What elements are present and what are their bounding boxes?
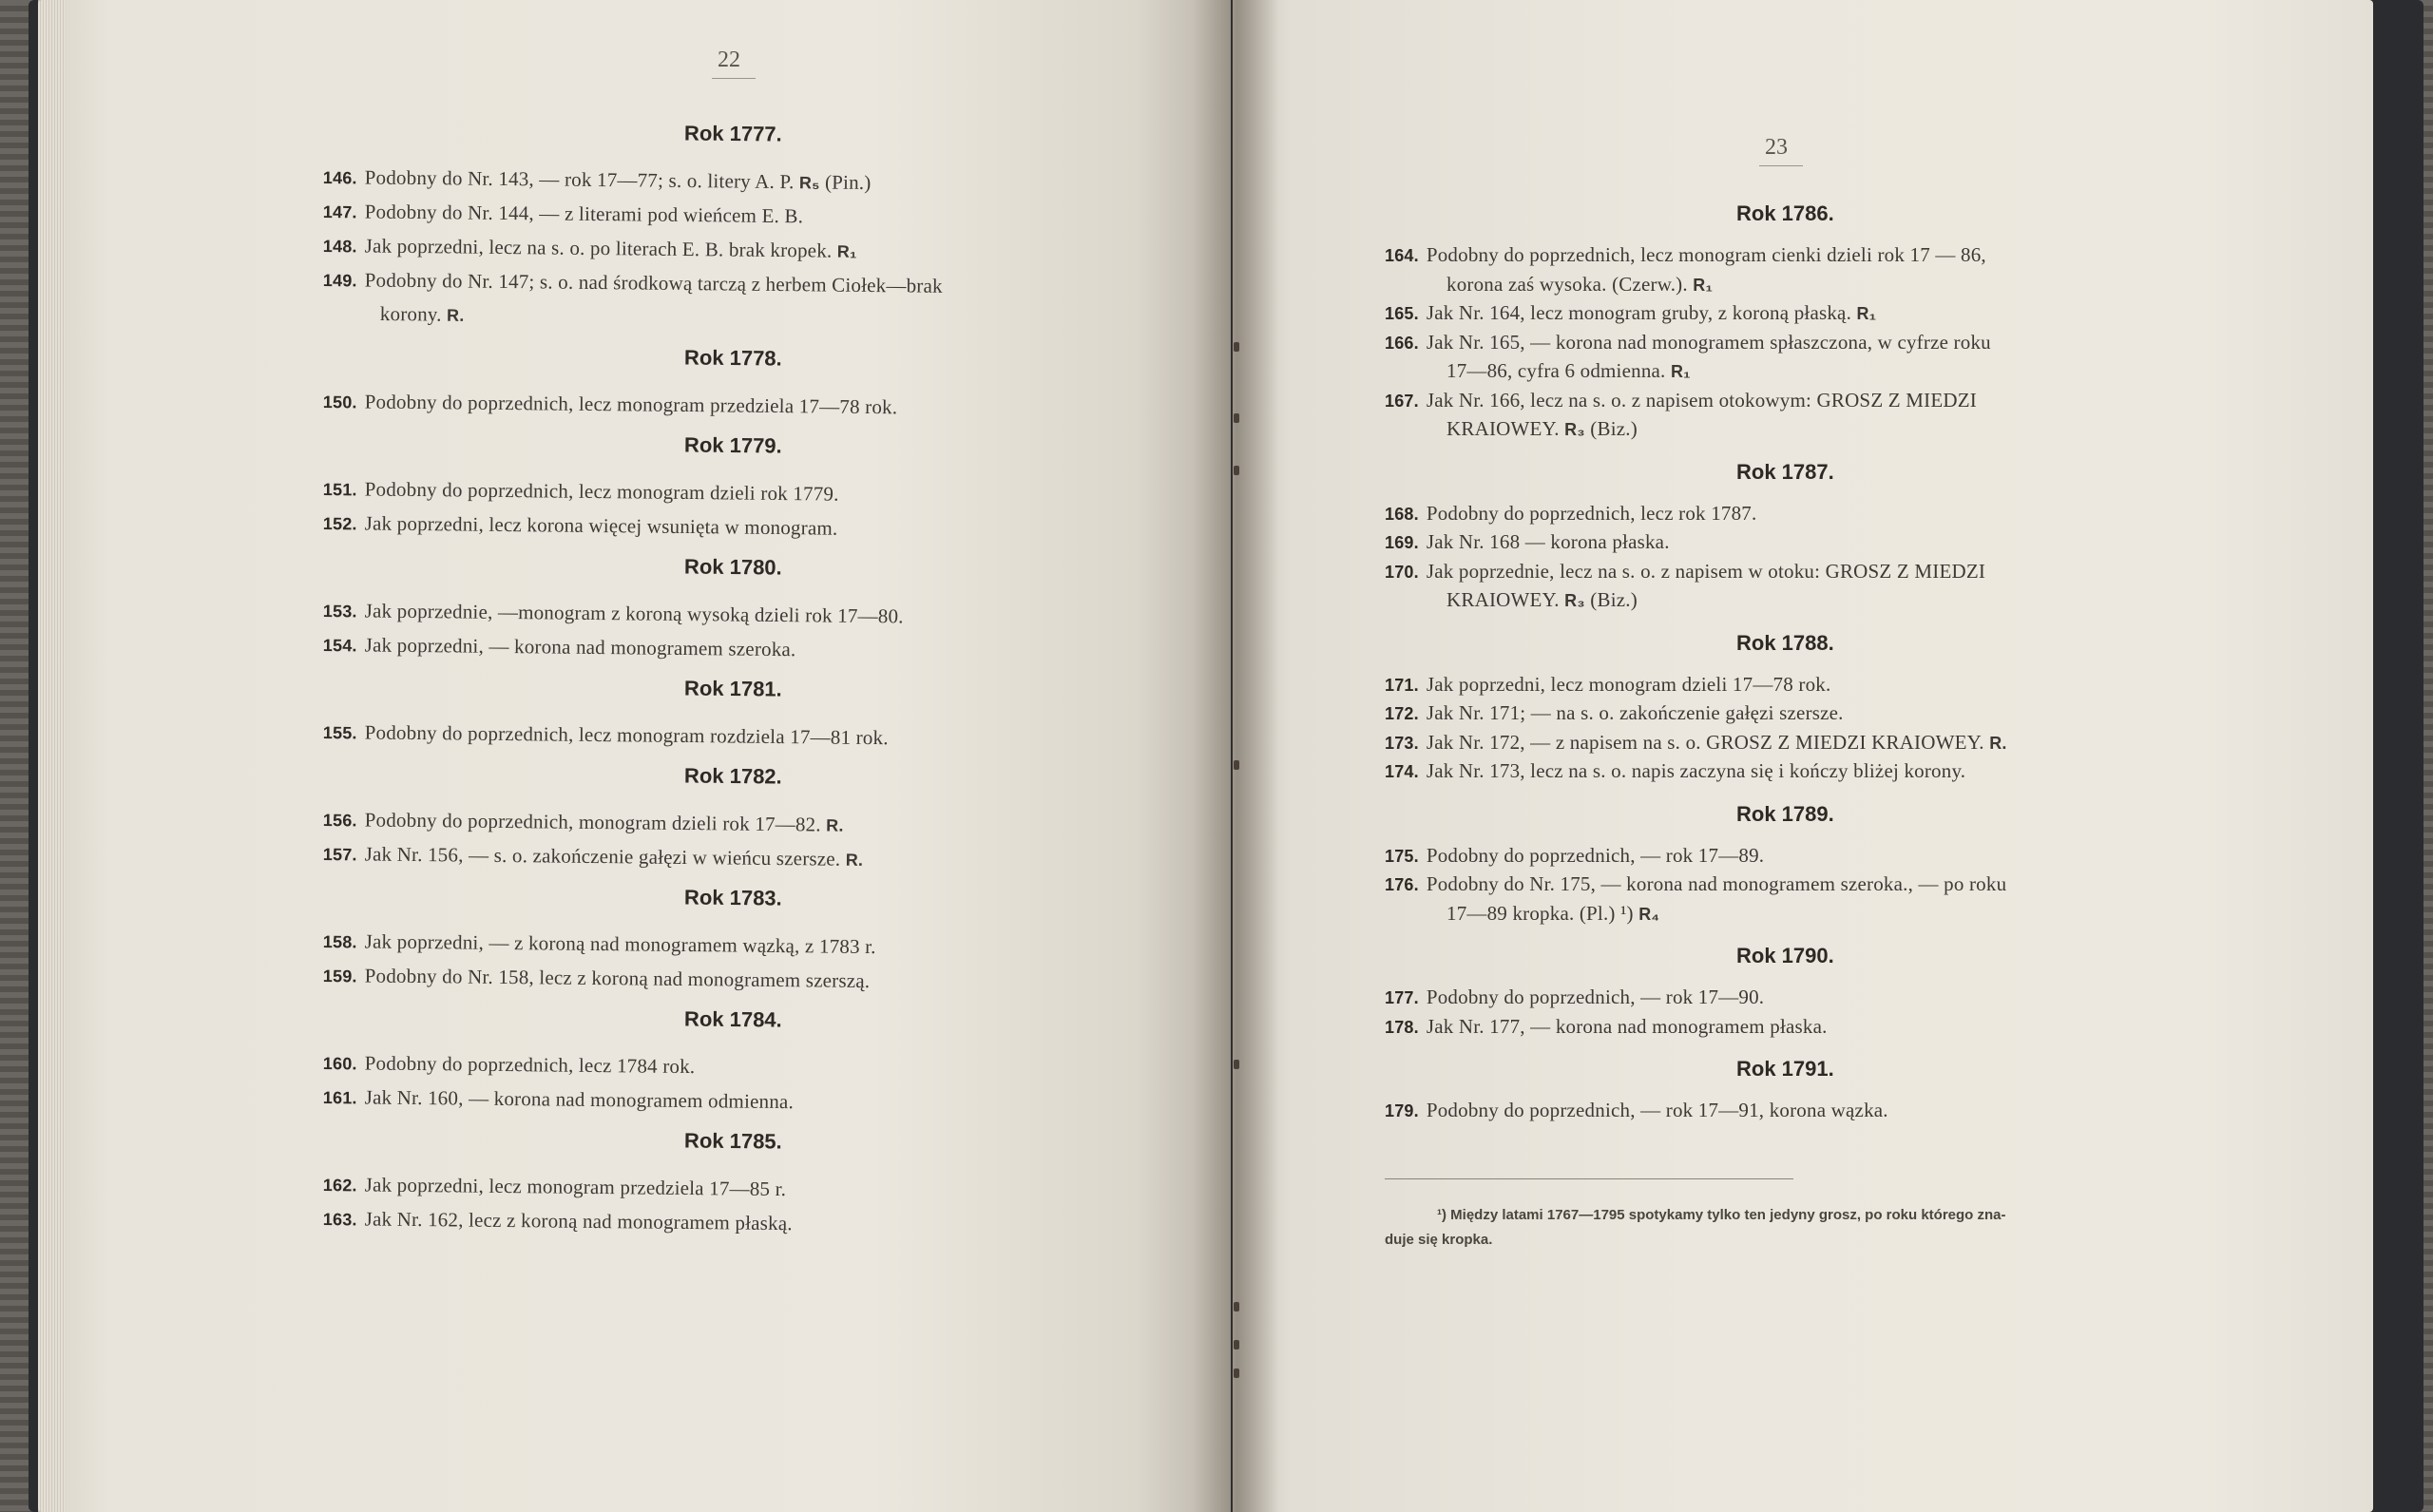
catalog-entry xyxy=(1385,844,1764,868)
entry-text: Jak Nr. 166, lecz na s. o. z napisem otokowym: GROSZ Z MIEDZI xyxy=(1426,388,1977,411)
rarity-mark: R. xyxy=(845,850,864,870)
catalog-entry xyxy=(1385,759,1965,783)
catalog-entry xyxy=(1385,530,1670,554)
binding-stitch xyxy=(1234,466,1239,475)
year-heading: Rok 1788. xyxy=(1736,630,1834,655)
year-heading: Rok 1790. xyxy=(1736,944,1834,967)
page-number-rule xyxy=(1759,165,1803,166)
binding-stitch xyxy=(1234,1340,1239,1349)
catalog-entry xyxy=(1446,902,1659,926)
entry-number: 175. xyxy=(1385,846,1419,866)
entry-number: 154. xyxy=(322,635,357,656)
book-gutter xyxy=(1193,0,1278,1512)
entry-number: 170. xyxy=(1385,562,1419,582)
entry-text: Podobny do poprzednich, — rok 17—91, korona wązka. xyxy=(1426,1099,1888,1121)
entry-text: 17—89 kropka. (Pl.) ¹) xyxy=(1446,901,1634,925)
catalog-entry xyxy=(323,268,943,298)
entry-number: 163. xyxy=(322,1209,357,1230)
entry-number: 169. xyxy=(1385,533,1419,552)
catalog-entry xyxy=(323,720,889,750)
binding-stitch xyxy=(1234,1060,1239,1069)
catalog-entry xyxy=(323,1085,794,1114)
catalog-entry xyxy=(1385,673,1830,697)
binding-stitch xyxy=(1234,1368,1239,1378)
entry-number: 159. xyxy=(322,966,357,986)
catalog-entry xyxy=(1385,731,2007,755)
entry-number: 171. xyxy=(1385,675,1419,695)
entry-text: Jak Nr. 172, — z napisem na s. o. GROSZ Z MIEDZI KRAIOWEY. xyxy=(1426,730,1984,754)
entry-text: Jak poprzedni, — korona nad monogramem szeroka. xyxy=(364,633,796,661)
entry-number: 148. xyxy=(322,236,357,257)
entry-text: Podobny do poprzednich, lecz monogram cienki dzieli rok 17 — 86, xyxy=(1426,243,1986,266)
rarity-mark: R. xyxy=(1989,733,2007,753)
catalog-entry xyxy=(380,302,465,327)
footnote-line: duje się kropka. xyxy=(1385,1232,1493,1248)
entry-text: Podobny do Nr. 158, lecz z koroną nad monogramem szerszą. xyxy=(364,964,871,993)
year-heading: Rok 1784. xyxy=(683,1006,782,1032)
entry-note: (Biz.) xyxy=(1590,417,1638,440)
entry-number: 156. xyxy=(322,810,357,831)
entry-text: Jak Nr. 165, — korona nad monogramem spłaszczona, w cyfrze roku xyxy=(1426,330,1991,354)
page-edges xyxy=(38,0,65,1512)
catalog-entry xyxy=(323,1173,787,1201)
year-heading: Rok 1782. xyxy=(683,763,782,789)
catalog-entry xyxy=(1446,273,1713,297)
catalog-entry xyxy=(1385,331,1991,354)
entry-number: 166. xyxy=(1385,333,1419,353)
right-page xyxy=(1233,0,2373,1512)
catalog-entry xyxy=(1385,872,2006,896)
entry-text: Podobny do poprzednich, — rok 17—90. xyxy=(1426,986,1765,1008)
entry-number: 165. xyxy=(1385,304,1419,323)
page-number-rule xyxy=(712,78,756,79)
entry-text: Podobny do Nr. 147; s. o. nad środkową tarczą z herbem Ciołek—brak xyxy=(364,268,943,297)
catalog-entry xyxy=(1446,417,1638,441)
catalog-entry xyxy=(1385,502,1756,526)
footnote-line: ¹) Między latami 1767—1795 spotykamy tylko ten jedyny grosz, po roku którego zna- xyxy=(1437,1207,2006,1223)
binding-stitch xyxy=(1234,760,1239,770)
catalog-entry xyxy=(323,511,838,541)
entry-number: 152. xyxy=(322,513,357,534)
entry-note: (Pin.) xyxy=(824,170,872,195)
rarity-mark: R. xyxy=(446,305,465,325)
year-heading: Rok 1785. xyxy=(683,1128,782,1154)
binding-stitch xyxy=(1234,1302,1239,1311)
catalog-entry xyxy=(1385,701,1844,725)
rarity-mark: R₁ xyxy=(1670,362,1691,381)
catalog-entry xyxy=(323,1051,696,1079)
entry-text: Jak Nr. 156, — s. o. zakończenie gałęzi w wieńcu szersze. xyxy=(364,842,841,871)
entry-number: 146. xyxy=(322,167,357,188)
entry-text: Jak poprzednie, —monogram z koroną wysoką dzieli rok 17—80. xyxy=(364,599,904,628)
catalog-entry xyxy=(1385,986,1764,1009)
entry-text: Jak Nr. 164, lecz monogram gruby, z koroną płaską. xyxy=(1426,301,1852,324)
entry-text: korona zaś wysoka. (Czerw.). xyxy=(1446,272,1688,296)
rarity-mark: R₁ xyxy=(1693,275,1714,295)
year-heading: Rok 1777. xyxy=(683,121,782,146)
catalog-entry xyxy=(1446,588,1638,612)
catalog-entry xyxy=(1446,359,1691,383)
catalog-entry xyxy=(1385,301,1876,325)
rarity-mark: R₃ xyxy=(1564,591,1585,610)
catalog-entry xyxy=(1385,560,1985,584)
entry-text: Jak poprzednie, lecz na s. o. z napisem w otoku: GROSZ Z MIEDZI xyxy=(1426,559,1986,583)
entry-number: 173. xyxy=(1385,733,1419,753)
entry-text: korony. xyxy=(379,302,442,326)
catalog-entry xyxy=(323,234,857,263)
entry-text: Podobny do Nr. 175, — korona nad monogramem szeroka., — po roku xyxy=(1426,872,2007,895)
entry-number: 177. xyxy=(1385,988,1419,1007)
catalog-entry xyxy=(323,633,796,661)
entry-number: 178. xyxy=(1385,1017,1419,1037)
year-heading: Rok 1789. xyxy=(1736,801,1834,826)
entry-text: Jak poprzedni, — z koroną nad monogramem wązką, z 1783 r. xyxy=(364,929,876,959)
entry-text: Podobny do poprzednich, — rok 17—89. xyxy=(1426,843,1765,867)
rarity-mark: R₁ xyxy=(1856,304,1877,323)
entry-text: Podobny do poprzednich, lecz rok 1787. xyxy=(1426,501,1757,525)
entry-text: Podobny do poprzednich, lecz monogram dzieli rok 1779. xyxy=(364,477,839,506)
entry-number: 179. xyxy=(1385,1101,1419,1120)
year-heading: Rok 1778. xyxy=(683,345,782,371)
entry-number: 147. xyxy=(322,201,357,222)
year-heading: Rok 1779. xyxy=(683,432,782,458)
catalog-entry xyxy=(323,964,871,993)
footnote-rule xyxy=(1385,1178,1793,1179)
catalog-entry xyxy=(323,929,876,959)
catalog-entry xyxy=(323,599,904,628)
rarity-mark: R₄ xyxy=(1638,904,1660,924)
page-number: 22 xyxy=(718,48,740,72)
catalog-entry xyxy=(323,200,804,228)
year-heading: Rok 1783. xyxy=(683,885,782,910)
catalog-entry xyxy=(1385,389,1977,412)
entry-text: Podobny do Nr. 144, — z literami pod wieńcem E. B. xyxy=(364,200,804,228)
catalog-entry xyxy=(323,1207,793,1235)
entry-text: Jak poprzedni, lecz na s. o. po literach E. B. brak kropek. xyxy=(364,234,833,262)
year-heading: Rok 1787. xyxy=(1736,459,1834,484)
rarity-mark: R₁ xyxy=(836,241,857,261)
entry-number: 167. xyxy=(1385,391,1419,411)
left-page xyxy=(38,0,1231,1512)
entry-number: 174. xyxy=(1385,762,1419,781)
year-heading: Rok 1786. xyxy=(1736,201,1834,225)
entry-number: 158. xyxy=(322,931,357,952)
entry-text: KRAIOWEY. xyxy=(1446,417,1560,440)
entry-text: Jak Nr. 160, — korona nad monogramem odmienna. xyxy=(364,1085,795,1114)
catalog-entry xyxy=(323,165,872,195)
catalog-entry xyxy=(323,390,898,419)
entry-text: Jak Nr. 177, — korona nad monogramem płaska. xyxy=(1426,1014,1828,1038)
entry-text: 17—86, cyfra 6 odmienna. xyxy=(1446,359,1666,382)
entry-text: KRAIOWEY. xyxy=(1446,588,1560,611)
entry-text: Jak Nr. 173, lecz na s. o. napis zaczyna się i kończy bliżej korony. xyxy=(1426,759,1966,782)
rarity-mark: R. xyxy=(826,815,844,835)
catalog-entry xyxy=(323,842,864,871)
entry-text: Jak Nr. 162, lecz z koroną nad monogramem płaską. xyxy=(364,1207,793,1235)
entry-text: Podobny do Nr. 143, — rok 17—77; s. o. litery A. P. xyxy=(364,165,795,194)
entry-note: (Biz.) xyxy=(1590,588,1638,611)
catalog-entry xyxy=(1385,1015,1828,1039)
entry-text: Jak poprzedni, lecz monogram przedziela 17—85 r. xyxy=(364,1173,787,1201)
catalog-entry xyxy=(1385,1099,1888,1122)
year-heading: Rok 1791. xyxy=(1736,1057,1834,1081)
catalog-entry xyxy=(323,477,839,507)
year-heading: Rok 1780. xyxy=(683,554,782,580)
catalog-entry xyxy=(323,808,844,837)
entry-text: Podobny do poprzednich, monogram dzieli rok 17—82. xyxy=(364,808,821,836)
entry-text: Jak poprzedni, lecz monogram dzieli 17—78 rok. xyxy=(1426,672,1831,696)
entry-number: 162. xyxy=(322,1175,357,1196)
entry-number: 157. xyxy=(322,844,357,865)
entry-text: Jak Nr. 168 — korona płaska. xyxy=(1426,530,1670,553)
catalog-entry xyxy=(1385,243,1986,267)
entry-text: Podobny do poprzednich, lecz monogram rozdziela 17—81 rok. xyxy=(364,720,889,750)
entry-text: Podobny do poprzednich, lecz 1784 rok. xyxy=(364,1051,696,1079)
entry-number: 164. xyxy=(1385,246,1419,265)
entry-number: 151. xyxy=(322,479,357,500)
binding-stitch xyxy=(1234,342,1239,352)
binding-stitch xyxy=(1234,413,1239,423)
entry-number: 149. xyxy=(322,270,357,291)
entry-text: Podobny do poprzednich, lecz monogram przedziela 17—78 rok. xyxy=(364,390,898,419)
entry-number: 155. xyxy=(322,722,357,743)
page-number: 23 xyxy=(1765,135,1788,160)
entry-number: 176. xyxy=(1385,875,1419,894)
rarity-mark: R₅ xyxy=(798,173,820,193)
entry-text: Jak Nr. 171; — na s. o. zakończenie gałęzi szersze. xyxy=(1426,701,1844,724)
entry-text: Jak poprzedni, lecz korona więcej wsunięta w monogram. xyxy=(364,511,838,540)
year-heading: Rok 1781. xyxy=(683,676,782,701)
entry-number: 150. xyxy=(322,392,357,412)
rarity-mark: R₃ xyxy=(1564,420,1585,439)
entry-number: 153. xyxy=(322,601,357,622)
entry-number: 168. xyxy=(1385,504,1419,524)
entry-number: 161. xyxy=(322,1087,357,1108)
entry-number: 160. xyxy=(322,1053,357,1074)
entry-number: 172. xyxy=(1385,704,1419,723)
